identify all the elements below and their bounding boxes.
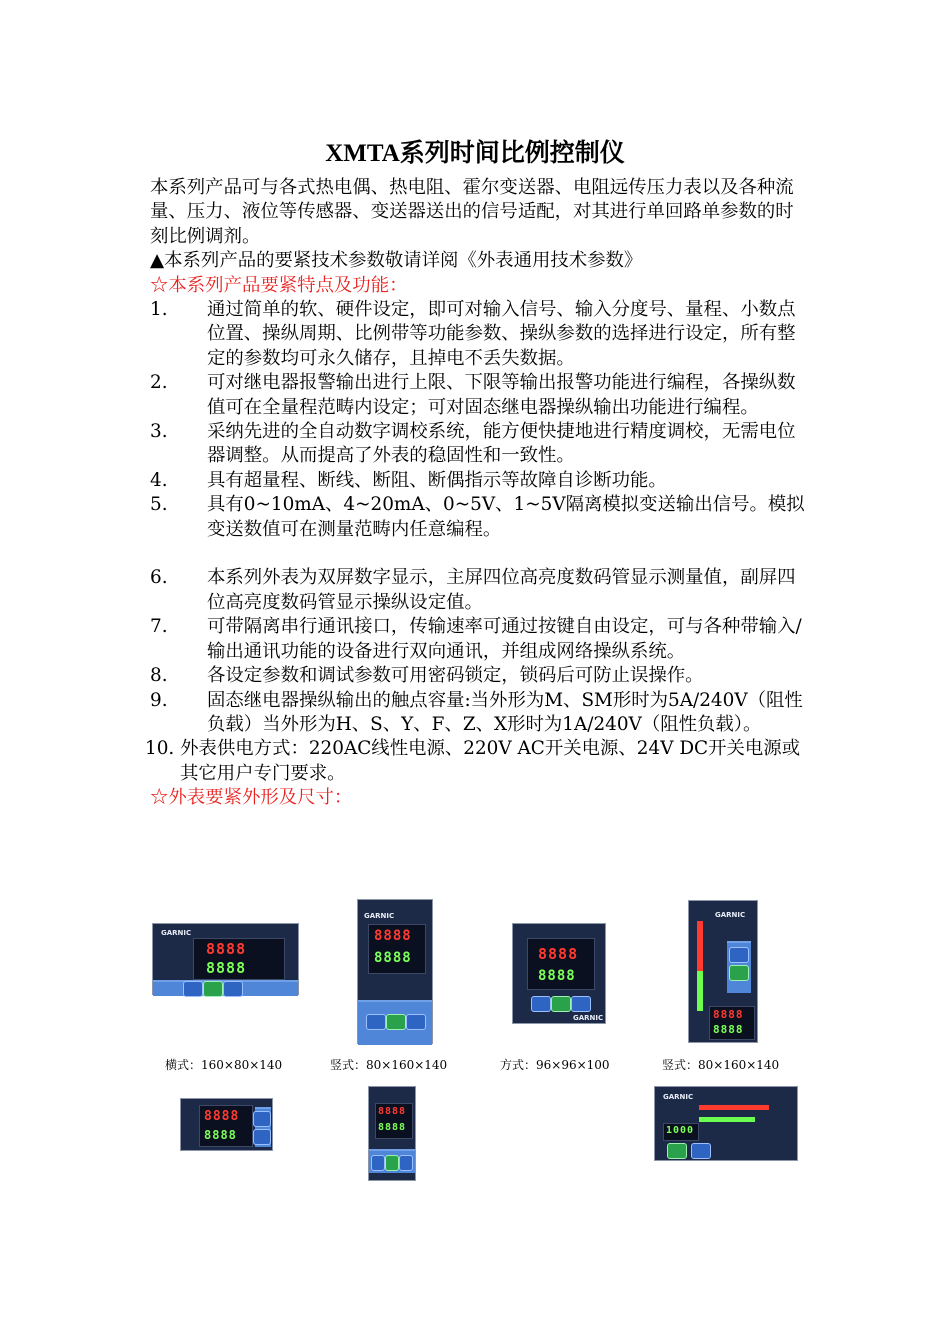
up-key [371,1155,385,1171]
main-display: 8888 [538,945,579,963]
feature-number: 8. [150,665,168,687]
down-key [223,981,243,997]
feature-text: 可对继电器报警输出进行上限、下限等输出报警功能进行编程，各操纵数值可在全量程范畴内设定；可对固态继电器操纵输出功能进行编程。 [207,372,796,418]
feature-number: 9. [150,689,168,711]
vertical-meter-image [357,899,433,1044]
green-bargraph [699,1117,755,1122]
keypad [153,980,298,996]
red-bargraph [699,1105,769,1110]
brand-logo: GARNIC [715,911,746,919]
caption-square: 方式：96×96×100 [500,1058,610,1072]
feature-item-3 [150,420,810,469]
mode-key [729,965,749,981]
up-key [253,1111,271,1127]
mode-key [551,996,571,1012]
small-horizontal-meter-image [180,1098,273,1151]
main-display: 8888 [378,1106,407,1117]
page-title: XMTA系列时间比例控制仪 [325,140,625,167]
set-display: 8888 [374,950,412,966]
feature-text: 采纳先进的全自动数字调校系统，能方便快捷地进行精度调校，无需电位器调整。从而提高了外表的稳固性和一致性。 [207,421,796,467]
square-meter-image [512,923,606,1024]
mode-key [385,1155,399,1171]
brand-logo: GARNIC [663,1093,694,1101]
display-panel [709,1006,755,1040]
small-display: 1000 [666,1125,695,1136]
display-panel [199,1105,253,1147]
mode-key [203,981,223,997]
brand-logo: GARNIC [379,1173,410,1181]
feature-item-7 [150,615,810,664]
feature-number: 3. [150,421,168,443]
keypad [513,994,605,1012]
feature-number: 2. [150,372,168,394]
feature-number: 6. [150,567,168,589]
set-display: 8888 [206,959,247,977]
feature-text: 固态继电器操纵输出的触点容量:当外形为M、SM形时为5A/240V（阻性负载）当外形为H、S、Y、F、Z、X形时为1A/240V（阻性负载）。 [207,689,803,735]
brand-logo: GARNIC [573,1014,604,1022]
main-display: 8888 [374,928,412,944]
feature-item-6 [150,566,810,615]
down-key [399,1155,413,1171]
feature-text: 本系列外表为双屏数字显示，主屏四位高亮度数码管显示测量值，副屏四位高亮度数码管显示操纵设定值。 [207,567,796,613]
main-display: 8888 [204,1109,240,1124]
feature-item-9 [150,689,810,738]
mode-key [386,1014,406,1030]
main-display: 8888 [713,1008,744,1021]
set-display: 8888 [713,1023,744,1036]
feature-text: 具有超量程、断线、断阻、断偶指示等故障自诊断功能。 [207,469,667,491]
keypad [369,1149,415,1173]
bargraph-vertical-meter-image [688,900,758,1043]
display-panel [527,938,595,990]
document-body [145,176,810,811]
feature-item-2 [150,371,810,420]
set-display: 8888 [378,1122,407,1133]
feature-item-1 [150,298,810,371]
feature-item-8 [150,664,810,688]
intro-paragraph: 本系列产品可与各式热电偶、热电阻、霍尔变送器、电阻远传压力表以及各种流量、压力、液位等传感器、变送器送出的信号适配，对其进行单回路单参数的时刻比例调剂。 [150,177,794,247]
down-key [253,1129,271,1145]
up-key [531,996,551,1012]
feature-item-5 [150,493,810,542]
down-key [406,1014,426,1030]
brand-logo: GARNIC [161,929,192,937]
set-display: 8888 [538,968,576,984]
display-panel [193,938,285,980]
feature-number: 7. [150,616,168,638]
display-panel [375,1103,413,1139]
up-key [366,1014,386,1030]
feature-text: 外表供电方式：220AC线性电源、220V AC开关电源、24V DC开关电源或其它用户专门要求。 [180,738,801,784]
horizontal-meter-image [152,923,299,995]
keypad [727,941,751,993]
small-vertical-meter-image [368,1086,416,1181]
keypad [255,1107,271,1147]
up-key [183,981,203,997]
caption-horizontal: 横式：160×80×140 [165,1058,283,1072]
features-heading: ☆本系列产品要紧特点及功能： [150,274,408,296]
feature-text: 具有0~10mA、4~20mA、0~5V、1~5V隔离模拟变送输出信号。模拟变送数值可在测量范畴内任意编程。 [207,494,805,540]
feature-number: 4. [150,469,168,491]
up-key [729,947,749,963]
feature-text: 通过简单的软、硬件设定，即可对输入信号、输入分度号、量程、小数点位置、操纵周期、比例带等功能参数、操纵参数的选择进行设定，所有整定的参数均可永久储存，且掉电不丢失数据。 [207,299,796,369]
feature-number: 10. [145,738,175,760]
green-bargraph [697,971,703,1011]
main-display: 8888 [206,940,247,958]
mode-key [667,1143,687,1159]
set-display: 8888 [204,1128,237,1142]
display-panel [663,1123,699,1141]
feature-number: 1. [150,299,168,321]
display-panel [368,924,426,974]
shape-heading: ☆外表要紧外形及尺寸： [150,787,353,809]
up-key [691,1143,711,1159]
feature-text: 可带隔离串行通讯接口，传输速率可通过按键自由设定，可与各种带输入/输出通讯功能的设备进行双向通讯，并组成网络操纵系统。 [207,616,802,662]
feature-item-10 [145,737,810,786]
bargraph-horizontal-meter-image [654,1086,798,1161]
blank-line [150,542,810,566]
caption-vertical: 竖式：80×160×140 [330,1058,448,1072]
caption-vertical-bargraph: 竖式：80×160×140 [662,1058,780,1072]
down-key [571,996,591,1012]
feature-item-4 [150,469,810,493]
feature-text: 各设定参数和调试参数可用密码锁定，锁码后可防止误操作。 [207,665,704,687]
feature-number: 5. [150,494,168,516]
keypad [358,1000,432,1045]
tech-note: ▲本系列产品的要紧技术参数敬请详阅《外表通用技术参数》 [150,250,643,272]
red-bargraph [697,921,703,971]
brand-logo: GARNIC [364,912,395,920]
